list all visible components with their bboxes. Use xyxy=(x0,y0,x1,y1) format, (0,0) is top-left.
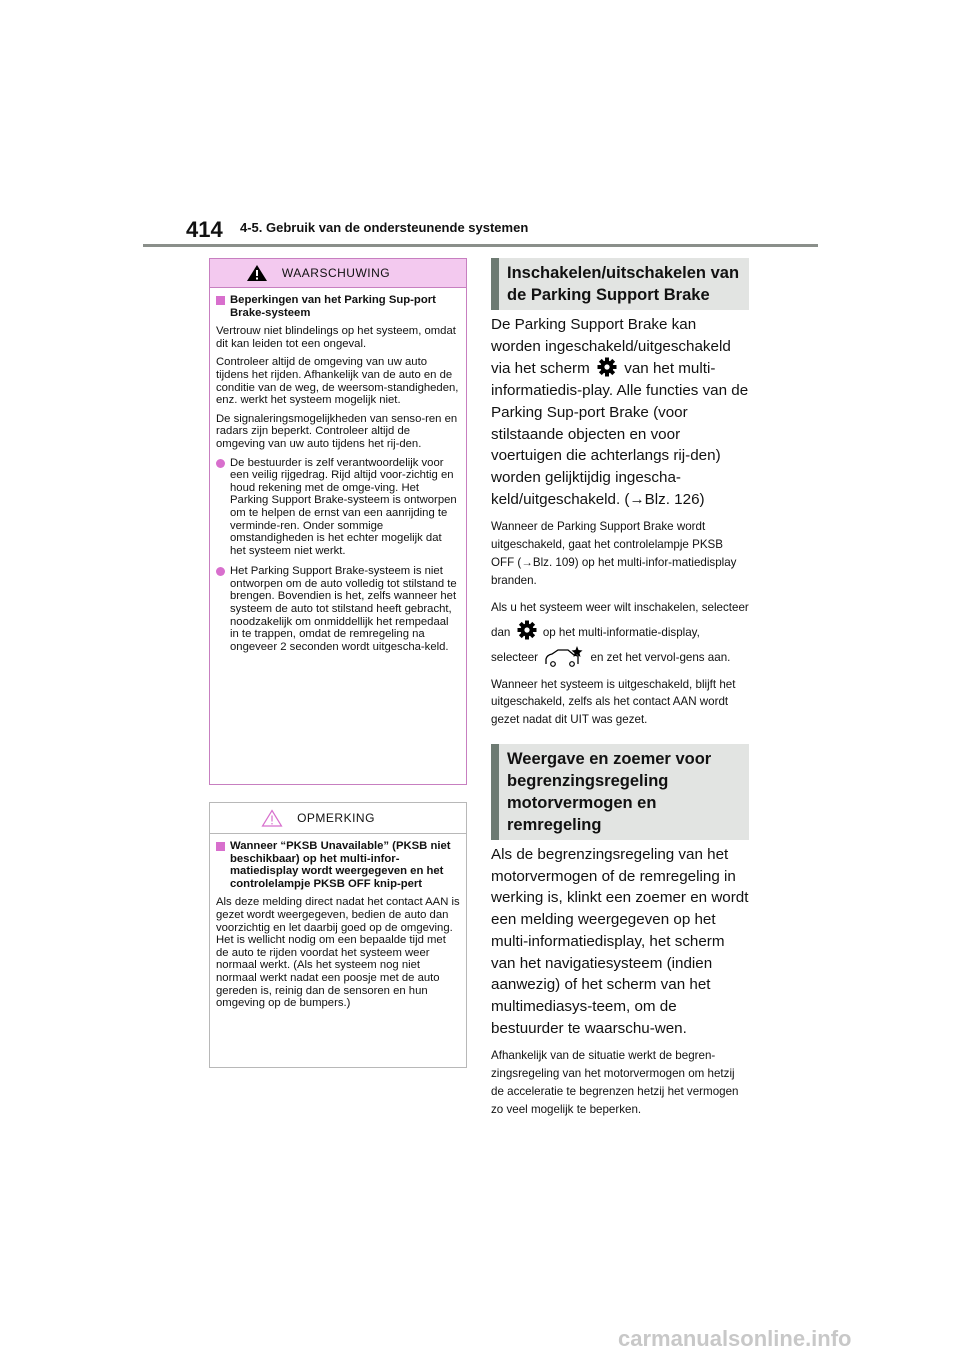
section2-paragraph: Afhankelijk van de situatie werkt de begren-zingsregeling van het motorvermogen om hetzij de acceleratie te begrenzen hetzij het vermogen zo veel mogelijk te beperken. xyxy=(491,1049,739,1116)
square-marker-icon xyxy=(216,842,225,851)
note-heading: Wanneer “PKSB Unavailable” (PKSB niet beschikbaar) op het multi-infor-matiedisplay wordt weergegeven en het controlelampje PKSB OFF knip-pert xyxy=(216,840,460,890)
warning-bullet: Het Parking Support Brake-systeem is niet ontworpen om de auto volledig tot stilstand te brengen. Bovendien is het, zelfs wanneer het systeem de auto tot stilstand heeft gebracht, noodzakelijk om onmiddellijk het rempedaal in te trappen, omdat de remregeling na ongeveer 2 seconden wordt uitgescha-keld. xyxy=(216,565,460,653)
warning-paragraph: De signaleringsmogelijkheden van senso-ren en radars zijn beperkt. Controleer altijd de omgeving van uw auto tijdens het rij-den. xyxy=(216,412,458,450)
warning-paragraph: Controleer altijd de omgeving van uw auto tijdens het rijden. Afhankelijk van de auto en de conditie van de weg, de weersom-standigheden, enz. werkt het systeem mogelijk niet. xyxy=(216,356,459,407)
note-body: Als deze melding direct nadat het contact AAN is gezet wordt weergegeven, bedien de auto dan voorzichtig en let daarbij goed op de omgeving. Het is wellicht nodig om een bepaalde tijd met de auto te rijden voordat het systeem weer normaal werkt. (Als het systeem nog niet normaal werkt nadat een poosje met de auto gereden is, reinig dan de sensoren en hun omgeving op de bumpers.) xyxy=(216,896,460,1010)
page-number: 414 xyxy=(186,217,223,242)
section-heading-weergave: Weergave en zoemer voor begrenzingsregeling motorvermogen en remregeling xyxy=(491,744,749,840)
bullet-dot-icon xyxy=(216,567,225,576)
section1-paragraph: Wanneer het systeem is uitgeschakeld, blijft het uitgeschakeld, zelfs als het contact AAN wordt gezet nadat dit UIT was gezet. xyxy=(491,677,736,727)
warning-header xyxy=(210,259,466,288)
section-heading-inschakelen: Inschakelen/uitschakelen van de Parking Support Brake xyxy=(491,258,749,310)
section2-content xyxy=(491,844,749,1119)
note-header xyxy=(210,803,466,834)
gear-icon xyxy=(597,357,617,377)
section2-paragraph: Als de begrenzingsregeling van het motorvermogen of de remregeling in werking is, klinkt een zoemer en wordt een melding weergegeven op het multi-informatiedisplay, het scherm van het navigatiesysteem (indien aanwezig) of het scherm van het multimediasys-teem, om de bestuurder te waarschu-wen. xyxy=(491,846,749,1037)
section1-paragraph: Als u het systeem weer wilt inschakelen, selecteer dan op het multi-informatie-display, selecteer en zet het vervol-gens aan. xyxy=(491,596,749,670)
caution-triangle-icon xyxy=(261,809,283,827)
note-title: OPMERKING xyxy=(297,811,375,825)
section1-content xyxy=(491,314,749,729)
section1-paragraph: Wanneer de Parking Support Brake wordt uitgeschakeld, gaat het controlelampje PKSB OFF (→Blz. 109) op het multi-infor-matiedisplay branden. xyxy=(491,520,737,587)
warning-title: WAARSCHUWING xyxy=(281,266,391,280)
warning-box xyxy=(209,258,467,785)
warning-paragraph: Vertrouw niet blindelings op het systeem, omdat dit kan leiden tot een ongeval. xyxy=(216,325,456,350)
section1-paragraph: De Parking Support Brake kan worden ingeschakeld/uitgeschakeld via het scherm van het multi-informatiedis-play. Alle functies van de Parking Sup-port Brake (voor stilstaande objecten en voor voertuigen die achterlangs rij-den) worden gelijktijdig ingescha-keld/uitgeschakeld. (→Blz. 126) xyxy=(491,316,749,508)
section-title: 4-5. Gebruik van de ondersteunende systemen xyxy=(240,220,529,235)
bullet-dot-icon xyxy=(216,459,225,468)
warning-triangle-icon xyxy=(246,264,268,282)
gear-icon xyxy=(517,620,537,640)
note-box xyxy=(209,802,467,1068)
square-marker-icon xyxy=(216,296,225,305)
header-rule xyxy=(143,244,818,247)
warning-heading: Beperkingen van het Parking Sup-port Brake-systeem xyxy=(216,294,460,319)
page-header xyxy=(143,214,818,248)
warning-bullet: De bestuurder is zelf verantwoordelijk voor een veilig rijgedrag. Rijd altijd voor-zichtig en houd rekening met de omge-ving. Het Parking Support Brake-systeem is ontworpen om te helpen de ernst van een aanrijding te verminde-ren. Onder sommige omstandigheden is het echter mogelijk dat het systeem niet werkt. xyxy=(216,457,460,558)
watermark: carmanualsonline.info xyxy=(618,1326,852,1351)
car-crash-icon xyxy=(544,645,584,667)
